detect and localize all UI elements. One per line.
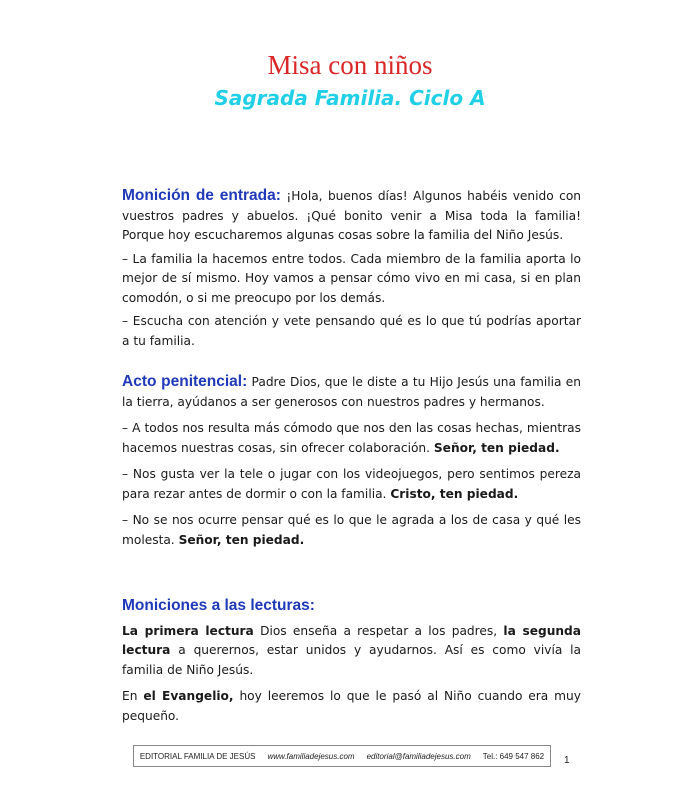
acto-penitencial-invocation-1 (122, 419, 581, 458)
acto-penitencial-invocation-3 (122, 511, 581, 550)
footer-phone: Tel.: 649 547 862 (482, 751, 545, 761)
primera-lectura-label: La primera lectura (122, 623, 254, 638)
invocation-3-text: – No se nos ocurre pensar qué es lo que le agrada a los de casa y qué les molesta. (122, 513, 581, 547)
document-body (122, 186, 581, 726)
page-subtitle: Sagrada Familia. Ciclo A (214, 86, 486, 110)
footer-box (133, 745, 551, 767)
page-title: Misa con niños (267, 50, 433, 80)
moniciones-lecturas-heading: Moniciones a las lecturas: (122, 597, 315, 614)
monicion-entrada-intro-text: ¡Hola, buenos días! Algunos habéis venido con vuestros padres y abuelos. ¡Qué bonito venir a Misa toda la familia! Porque hoy escucharemos algunas cosas sobre la familia del Niño Jesús. (122, 189, 581, 242)
invocation-3-response: Señor, ten piedad. (178, 532, 305, 547)
evangelio-label: el Evangelio, (143, 689, 234, 703)
footer-email: editorial@familiadejesus.com (366, 751, 471, 761)
acto-penitencial-intro (122, 372, 581, 412)
evangelio-text: hoy leeremos lo que le pasó al Niño cuando era muy pequeño. (122, 689, 581, 723)
footer-website: www.familiadejesus.com (267, 751, 355, 761)
primera-lectura-text: Dios enseña a respetar a los padres, (253, 623, 504, 638)
acto-penitencial-heading: Acto penitencial: (122, 373, 248, 390)
invocation-1-text: – A todos nos resulta más cómodo que nos den las cosas hechas, mientras hacemos nuestras cosas, sin ofrecer colaboración. (122, 421, 581, 455)
acto-penitencial-intro-text: Padre Dios, que le diste a tu Hijo Jesús una familia en la tierra, ayúdanos a ser generosos con nuestros padres y hermanos. (122, 375, 581, 409)
moniciones-lecturas-paragraph-1 (122, 622, 581, 681)
footer-publisher: EDITORIAL FAMILIA DE JESÚS (139, 751, 256, 761)
evangelio-prefix: En (122, 689, 144, 703)
monicion-entrada-paragraph-2: – Escucha con atención y vete pensando qué es lo que tú podrías aportar a tu familia. (122, 314, 581, 348)
acto-penitencial-invocation-2 (122, 465, 581, 504)
monicion-entrada-heading: Monición de entrada: (122, 187, 281, 204)
moniciones-lecturas-paragraph-2 (122, 687, 581, 726)
segunda-lectura-label: la segunda lectura (122, 623, 581, 657)
monicion-entrada-intro (122, 186, 581, 246)
page-number: 1 (564, 755, 570, 766)
monicion-entrada-paragraph-1: – La familia la hacemos entre todos. Cada miembro de la familia aporta lo mejor de sí mismo. Hoy vamos a pensar cómo vivo en mi casa, si en plan comodón, o si me preocupo por los demás. (122, 251, 581, 305)
segunda-lectura-text: a querernos, estar unidos y ayudarnos. Así es como vivía la familia de Niño Jesús. (122, 643, 581, 677)
invocation-2-response: Cristo, ten piedad. (390, 486, 519, 501)
invocation-1-response: Señor, ten piedad. (433, 440, 560, 455)
invocation-2-text: – Nos gusta ver la tele o jugar con los videojuegos, pero sentimos pereza para rezar antes de dormir o con la familia. (122, 467, 581, 501)
